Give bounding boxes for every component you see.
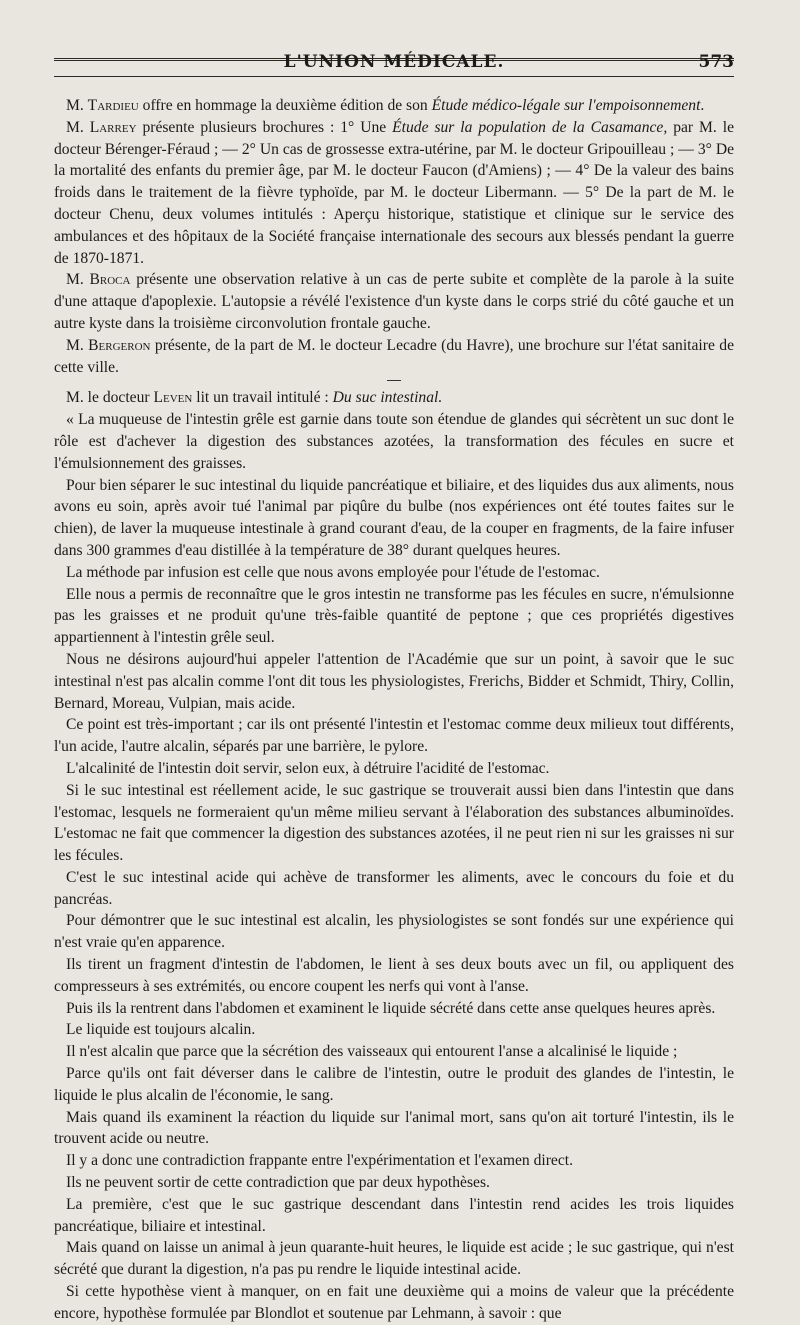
paragraph [54,954,734,998]
paragraph-text: Ce point est très-important ; car ils ont présenté l'intestin et l'estomac comme deux milieux tout différents, l'un acide, l'autre alcalin, séparés par une barrière, le pylore. [54,716,734,756]
speaker-name: Tardieu [87,97,139,114]
paragraph [54,1107,734,1151]
paragraph-prefix: M. [66,97,88,114]
paragraph-text: Pour démontrer que le suc intestinal est alcalin, les physiologistes se sont fondés sur une expérience qui n'est vraie qu'en apparence. [54,912,734,952]
speaker-name: Larrey [89,118,137,136]
paragraph [54,269,734,334]
paragraph-text: Parce qu'ils ont fait déverser dans le calibre de l'intestin, outre le produit des glandes de l'intestin, le liquide le plus alcalin de l'économie, le sang. [54,1065,734,1104]
speaker-name: Leven [153,389,193,407]
speaker-name: Broca [89,271,131,289]
paragraph-text: Ils ne peuvent sortir de cette contradiction que par deux hypothèses. [66,1174,490,1192]
paragraph-text: Ils tirent un fragment d'intestin de l'abdomen, le lient à ses deux bouts avec un fil, ou appliquent des compresseurs à ses extrémités, ou encore coupent les nerfs qui vont à l'anse. [54,956,734,995]
paragraph [54,780,734,867]
paragraph [54,95,734,117]
article-body [54,95,734,1325]
paragraph [54,1150,734,1172]
paragraph [54,1063,734,1107]
paragraph-text: Le liquide est toujours alcalin. [66,1021,256,1039]
paragraph-suffix: . [700,97,705,114]
header-rule [54,76,734,77]
paragraph-text: Il n'est alcalin que parce que la sécrétion des vaisseaux qui entourent l'anse a alcalinisé le liquide ; [66,1043,678,1061]
paragraph-prefix: M. le docteur [66,389,154,407]
paragraph [54,562,734,584]
italic-title: Du suc intestinal. [332,389,443,407]
paragraph-text: Si le suc intestinal est réellement acide, le suc gastrique se trouverait aussi bien dans l'intestin que dans l'estomac, lesquels ne formeraient qu'un même milieu servant à l'élaboration des substances albuminoïdes. L'estomac ne fait que commencer la digestion des substances azotées, il ne peut rien ni sur les graisses ni sur les fécules. [54,781,734,865]
paragraph-text: La première, c'est que le suc gastrique descendant dans l'intestin rend acides les trois liquides pancréatique, biliaire et intestinal. [54,1195,734,1235]
paragraph [54,1172,734,1194]
paragraph-prefix: M. [66,271,90,289]
paragraph [54,584,734,649]
paragraph-text: offre en hommage la deuxième édition de son [138,97,432,114]
running-title: L'UNION MÉDICALE. [283,52,505,72]
paragraph-text: Mais quand ils examinent la réaction du liquide sur l'animal mort, sans qu'on ait torturé l'intestin, ils le trouvent acide ou neutre. [54,1108,734,1148]
paragraph-text: présente, de la part de M. le docteur Lecadre (du Havre), une brochure sur l'état sanitaire de cette ville. [54,336,734,376]
paragraph-text: Il y a donc une contradiction frappante entre l'expérimentation et l'examen direct. [66,1152,574,1170]
paragraph [54,387,734,409]
paragraph [54,335,734,379]
italic-title: Étude sur la population de la Casamance, [392,118,668,136]
paragraph [54,714,734,758]
paragraph [54,649,734,714]
paragraph-text: présente plusieurs brochures : 1° Une [136,118,393,136]
page-number: 573 [698,52,734,72]
section-divider [387,380,401,387]
paragraph [54,1281,734,1325]
paragraph-text: C'est le suc intestinal acide qui achève de transformer les aliments, avec le concours du foie et du pancréas. [54,868,734,908]
paragraph [54,117,734,270]
paragraph-text: L'alcalinité de l'intestin doit servir, selon eux, à détruire l'acidité de l'estomac. [66,759,550,777]
paragraph [54,758,734,780]
paragraph [54,998,734,1020]
paragraph-text: La méthode par infusion est celle que nous avons employée pour l'étude de l'estomac. [66,563,600,581]
italic-title: Étude médico-légale sur l'empoisonnement [431,97,701,114]
paragraph [54,1041,734,1063]
paragraph-text: présente une observation relative à un cas de perte subite et complète de la parole à la suite d'une attaque d'apoplexie. L'autopsie a révélé l'existence d'un kyste dans le corps strié du côté gauche et un autre kyste dans la troisième circonvolution frontale gauche. [54,271,734,332]
paragraph [54,867,734,911]
paragraph [54,409,734,474]
paragraph [54,475,734,562]
paragraph-text: Pour bien séparer le suc intestinal du liquide pancréatique et biliaire, et des liquides dus aux aliments, nous avons eu soin, après avoir tué l'animal par piqûre du bulbe (nos expériences ont été toutes faites sur le chien), de laver la muqueuse intestinale à grand courant d'eau, de la couper en fragments, de la faire infuser dans 300 grammes d'eau distillée à la température de 38° durant quelques heures. [54,476,734,559]
paragraph [54,910,734,954]
paragraph-text: lit un travail intitulé : [192,389,333,407]
paragraph-text: Puis ils la rentrent dans l'abdomen et examinent le liquide sécrété dans cette anse quelques heures après. [66,999,716,1017]
paragraph [54,1194,734,1238]
paragraph-suffix: par M. le docteur Bérenger-Féraud ; — 2° Un cas de grossesse extra-utérine, par M. le docteur Gripouilleau ; — 3° De la mortalité des enfants du premier âge, par M. le docteur Faucon (d'Amiens) ; — 4° De la valeur des bains froids dans le traitement de la fièvre typhoïde, par M. le docteur Libermann. — 5° De la part de M. le docteur Chenu, deux volumes intitulés : Aperçu historique, statistique et clinique sur le service des ambulances et des hôpitaux de la Société française internationale des secours aux blessés pendant la guerre de 1870-1871. [54,118,734,267]
page-header [54,0,734,72]
paragraph-text: Elle nous a permis de reconnaître que le gros intestin ne transforme pas les fécules en sucre, n'émulsionne pas les graisses et ne produit qu'une très-faible quantité de peptone ; que ces propriétés digestives appartiennent à l'intestin grêle seul. [54,585,734,647]
paragraph-prefix: M. [66,336,89,354]
paragraph-prefix: M. [66,118,90,136]
paragraph [54,1019,734,1041]
paragraph-text: Nous ne désirons aujourd'hui appeler l'attention de l'Académie que sur un point, à savoir que le suc intestinal n'est pas alcalin comme l'ont dit tous les physiologistes, Frerichs, Bidder et Schmidt, Thiry, Collin, Bernard, Moreau, Vulpian, mais acide. [54,650,734,712]
paragraph [54,1237,734,1281]
speaker-name: Bergeron [88,336,151,354]
paragraph-text: « La muqueuse de l'intestin grêle est garnie dans toute son étendue de glandes qui sécrètent un suc dont le rôle est d'achever la digestion des substances azotées, la transformation des fécules en sucre et l'émulsionnement des graisses. [54,411,734,472]
paragraph-text: Mais quand on laisse un animal à jeun quarante-huit heures, le liquide est acide ; le suc gastrique, qui n'est sécrété que durant la digestion, n'a pas pu rendre le liquide intestinal acide. [54,1239,734,1279]
paragraph-text: Si cette hypothèse vient à manquer, on en fait une deuxième qui a moins de valeur que la précédente encore, hypothèse formulée par Blondlot et soutenue par Lehmann, à savoir : que [54,1283,734,1322]
